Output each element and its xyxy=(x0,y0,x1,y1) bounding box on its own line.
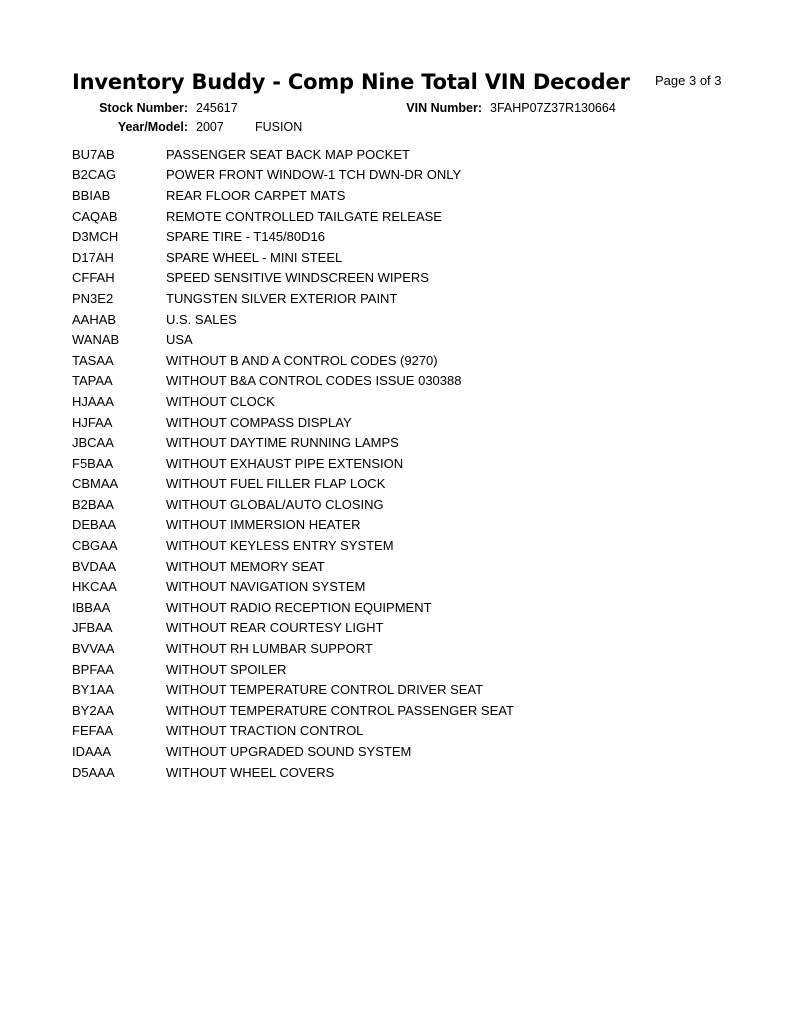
option-code-row xyxy=(72,515,514,536)
option-code: HJAAA xyxy=(72,393,114,409)
option-code-row xyxy=(72,226,514,247)
option-description: WITHOUT REAR COURTESY LIGHT xyxy=(166,620,384,636)
option-code-row xyxy=(72,721,514,742)
option-code: PN3E2 xyxy=(72,290,114,306)
option-code: HJFAA xyxy=(72,414,113,430)
vin-number-value: 3FAHP07Z37R130664 xyxy=(490,101,616,115)
model-value: FUSION xyxy=(255,120,303,134)
option-code-row xyxy=(72,576,514,597)
option-code: D17AH xyxy=(72,249,114,265)
option-code-row xyxy=(72,144,514,165)
option-code: FEFAA xyxy=(72,723,114,739)
option-description: PASSENGER SEAT BACK MAP POCKET xyxy=(166,146,410,162)
option-code-row xyxy=(72,679,514,700)
stock-number-label: Stock Number: xyxy=(99,101,188,115)
option-description: WITHOUT IMMERSION HEATER xyxy=(166,517,361,533)
option-code: TAPAA xyxy=(72,373,113,389)
option-code: D3MCH xyxy=(72,229,119,245)
option-code: JBCAA xyxy=(72,435,114,451)
option-code: AAHAB xyxy=(72,311,117,327)
option-code-row xyxy=(72,391,514,412)
option-description: WITHOUT SPOILER xyxy=(166,661,287,677)
option-description: WITHOUT GLOBAL/AUTO CLOSING xyxy=(166,496,384,512)
option-description: WITHOUT RH LUMBAR SUPPORT xyxy=(166,641,373,657)
option-code-row xyxy=(72,659,514,680)
option-description: WITHOUT FUEL FILLER FLAP LOCK xyxy=(166,476,386,492)
option-code-row xyxy=(72,247,514,268)
option-description: WITHOUT B&A CONTROL CODES ISSUE 030388 xyxy=(166,373,462,389)
option-code-row xyxy=(72,474,514,495)
option-description: WITHOUT EXHAUST PIPE EXTENSION xyxy=(166,455,404,471)
option-code-row xyxy=(72,309,514,330)
option-description: WITHOUT UPGRADED SOUND SYSTEM xyxy=(166,744,412,760)
option-code-row xyxy=(72,432,514,453)
option-description: WITHOUT TEMPERATURE CONTROL DRIVER SEAT xyxy=(166,682,484,698)
option-code: B2CAG xyxy=(72,167,117,183)
option-code-row xyxy=(72,165,514,186)
option-code-row xyxy=(72,556,514,577)
option-code-row xyxy=(72,206,514,227)
option-code-row xyxy=(72,741,514,762)
option-code-row xyxy=(72,494,514,515)
option-code: CFFAH xyxy=(72,270,115,286)
option-description: WITHOUT CLOCK xyxy=(166,393,275,409)
option-code: BY2AA xyxy=(72,702,114,718)
option-code: CBMAA xyxy=(72,476,119,492)
option-description: SPEED SENSITIVE WINDSCREEN WIPERS xyxy=(166,270,429,286)
option-code: BBIAB xyxy=(72,187,111,203)
option-description: WITHOUT COMPASS DISPLAY xyxy=(166,414,352,430)
option-code-row xyxy=(72,638,514,659)
option-code-row xyxy=(72,618,514,639)
year-model-label: Year/Model: xyxy=(117,120,188,134)
option-code: WANAB xyxy=(72,332,120,348)
page-number: Page 3 of 3 xyxy=(655,73,722,88)
option-code: B2BAA xyxy=(72,496,114,512)
option-code: D5AAA xyxy=(72,764,115,780)
option-code-row xyxy=(72,412,514,433)
option-description: REMOTE CONTROLLED TAILGATE RELEASE xyxy=(166,208,442,224)
option-code-row xyxy=(72,597,514,618)
option-description: TUNGSTEN SILVER EXTERIOR PAINT xyxy=(166,290,398,306)
option-code-list xyxy=(72,144,514,782)
vin-number-label: VIN Number: xyxy=(406,101,482,115)
option-code-row xyxy=(72,762,514,783)
option-description: WITHOUT KEYLESS ENTRY SYSTEM xyxy=(166,538,394,554)
option-description: POWER FRONT WINDOW-1 TCH DWN-DR ONLY xyxy=(166,167,462,183)
option-code-row xyxy=(72,185,514,206)
option-description: WITHOUT WHEEL COVERS xyxy=(166,764,335,780)
option-code: JFBAA xyxy=(72,620,113,636)
option-code: BVDAA xyxy=(72,558,117,574)
option-description: REAR FLOOR CARPET MATS xyxy=(166,187,346,203)
option-code-row xyxy=(72,453,514,474)
option-code: BY1AA xyxy=(72,682,114,698)
option-description: WITHOUT NAVIGATION SYSTEM xyxy=(166,579,366,595)
option-code: BU7AB xyxy=(72,146,115,162)
option-code: CBGAA xyxy=(72,538,118,554)
option-code-row xyxy=(72,288,514,309)
option-code: IBBAA xyxy=(72,599,111,615)
option-description: USA xyxy=(166,332,193,348)
year-value: 2007 xyxy=(196,120,224,134)
option-code-row xyxy=(72,329,514,350)
document-title: Inventory Buddy - Comp Nine Total VIN Decoder xyxy=(72,70,630,94)
option-code-row xyxy=(72,535,514,556)
option-description: WITHOUT RADIO RECEPTION EQUIPMENT xyxy=(166,599,432,615)
option-description: U.S. SALES xyxy=(166,311,237,327)
option-code-row xyxy=(72,268,514,289)
option-code: IDAAA xyxy=(72,744,112,760)
option-description: WITHOUT B AND A CONTROL CODES (9270) xyxy=(166,352,438,368)
option-code: BPFAA xyxy=(72,661,114,677)
option-code: DEBAA xyxy=(72,517,117,533)
option-description: WITHOUT TRACTION CONTROL xyxy=(166,723,364,739)
option-code: F5BAA xyxy=(72,455,114,471)
option-description: SPARE WHEEL - MINI STEEL xyxy=(166,249,343,265)
stock-number-value: 245617 xyxy=(196,101,238,115)
option-description: WITHOUT TEMPERATURE CONTROL PASSENGER SEAT xyxy=(166,702,514,718)
option-code: HKCAA xyxy=(72,579,117,595)
option-description: WITHOUT DAYTIME RUNNING LAMPS xyxy=(166,435,399,451)
option-code: CAQAB xyxy=(72,208,118,224)
option-code: BVVAA xyxy=(72,641,115,657)
option-description: SPARE TIRE - T145/80D16 xyxy=(166,229,325,245)
option-description: WITHOUT MEMORY SEAT xyxy=(166,558,325,574)
option-code-row xyxy=(72,371,514,392)
option-code-row xyxy=(72,350,514,371)
option-code-row xyxy=(72,700,514,721)
option-code: TASAA xyxy=(72,352,114,368)
